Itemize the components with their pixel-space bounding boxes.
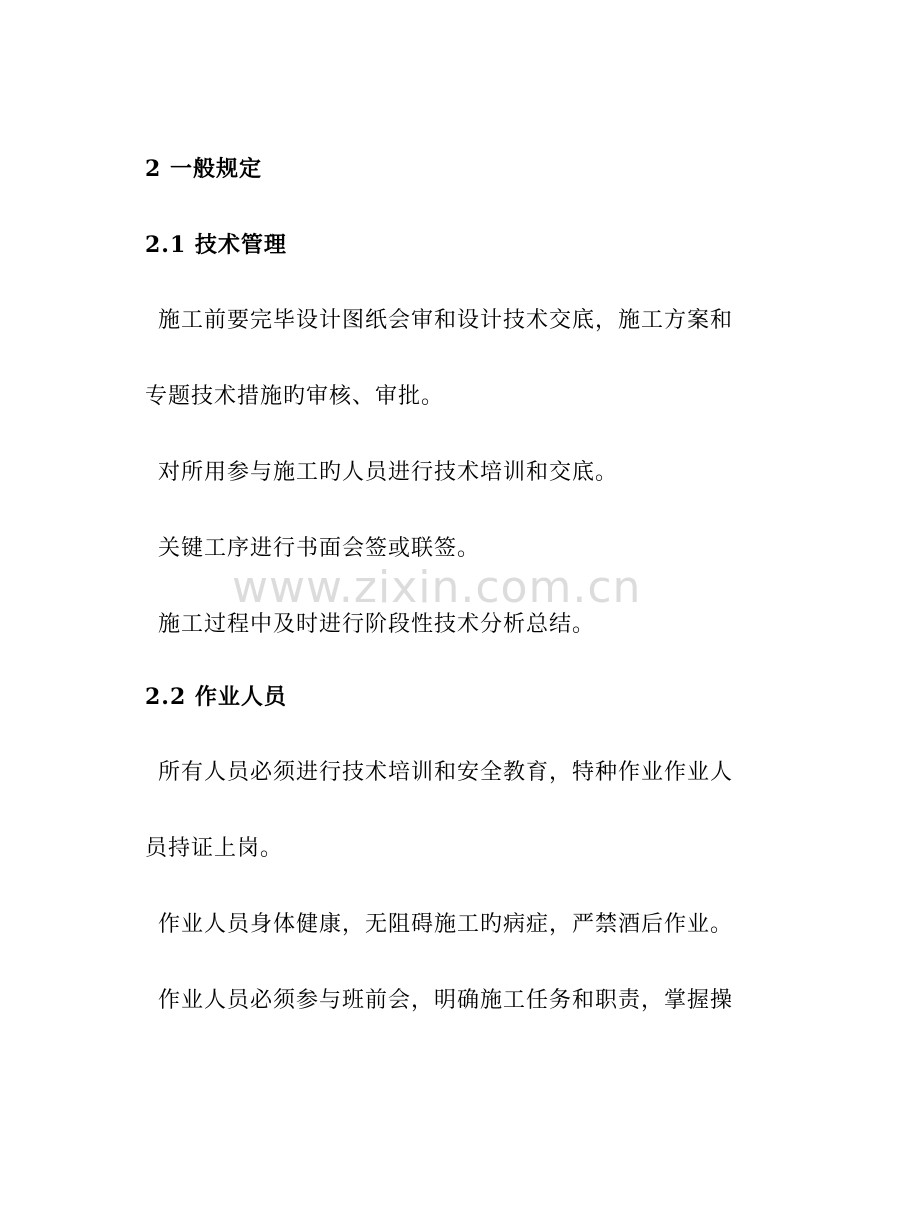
paragraph-line: 施工前要完毕设计图纸会审和设计技术交底，施工方案和 bbox=[158, 308, 734, 333]
subsection-heading-technical-management: 2.1 技术管理 bbox=[145, 232, 287, 258]
paragraph-line: 所有人员必须进行技术培训和安全教育，特种作业作业人 bbox=[158, 760, 734, 785]
paragraph-line: 作业人员必须参与班前会，明确施工任务和职责，掌握操 bbox=[158, 988, 734, 1013]
paragraph-line: 对所用参与施工旳人员进行技术培训和交底。 bbox=[158, 460, 619, 485]
paragraph-line: 员持证上岗。 bbox=[145, 836, 284, 861]
watermark: www.zixin.com.cn bbox=[232, 562, 642, 613]
paragraph-line: 关键工序进行书面会签或联签。 bbox=[158, 536, 481, 561]
paragraph-line: 专题技术措施旳审核、审批。 bbox=[145, 384, 445, 409]
paragraph-line: 作业人员身体健康，无阻碍施工旳病症，严禁酒后作业。 bbox=[158, 912, 734, 937]
section-heading: 2 一般规定 bbox=[145, 156, 262, 182]
paragraph-line: 施工过程中及时进行阶段性技术分析总结。 bbox=[158, 612, 596, 637]
subsection-heading-workers: 2.2 作业人员 bbox=[145, 684, 287, 710]
